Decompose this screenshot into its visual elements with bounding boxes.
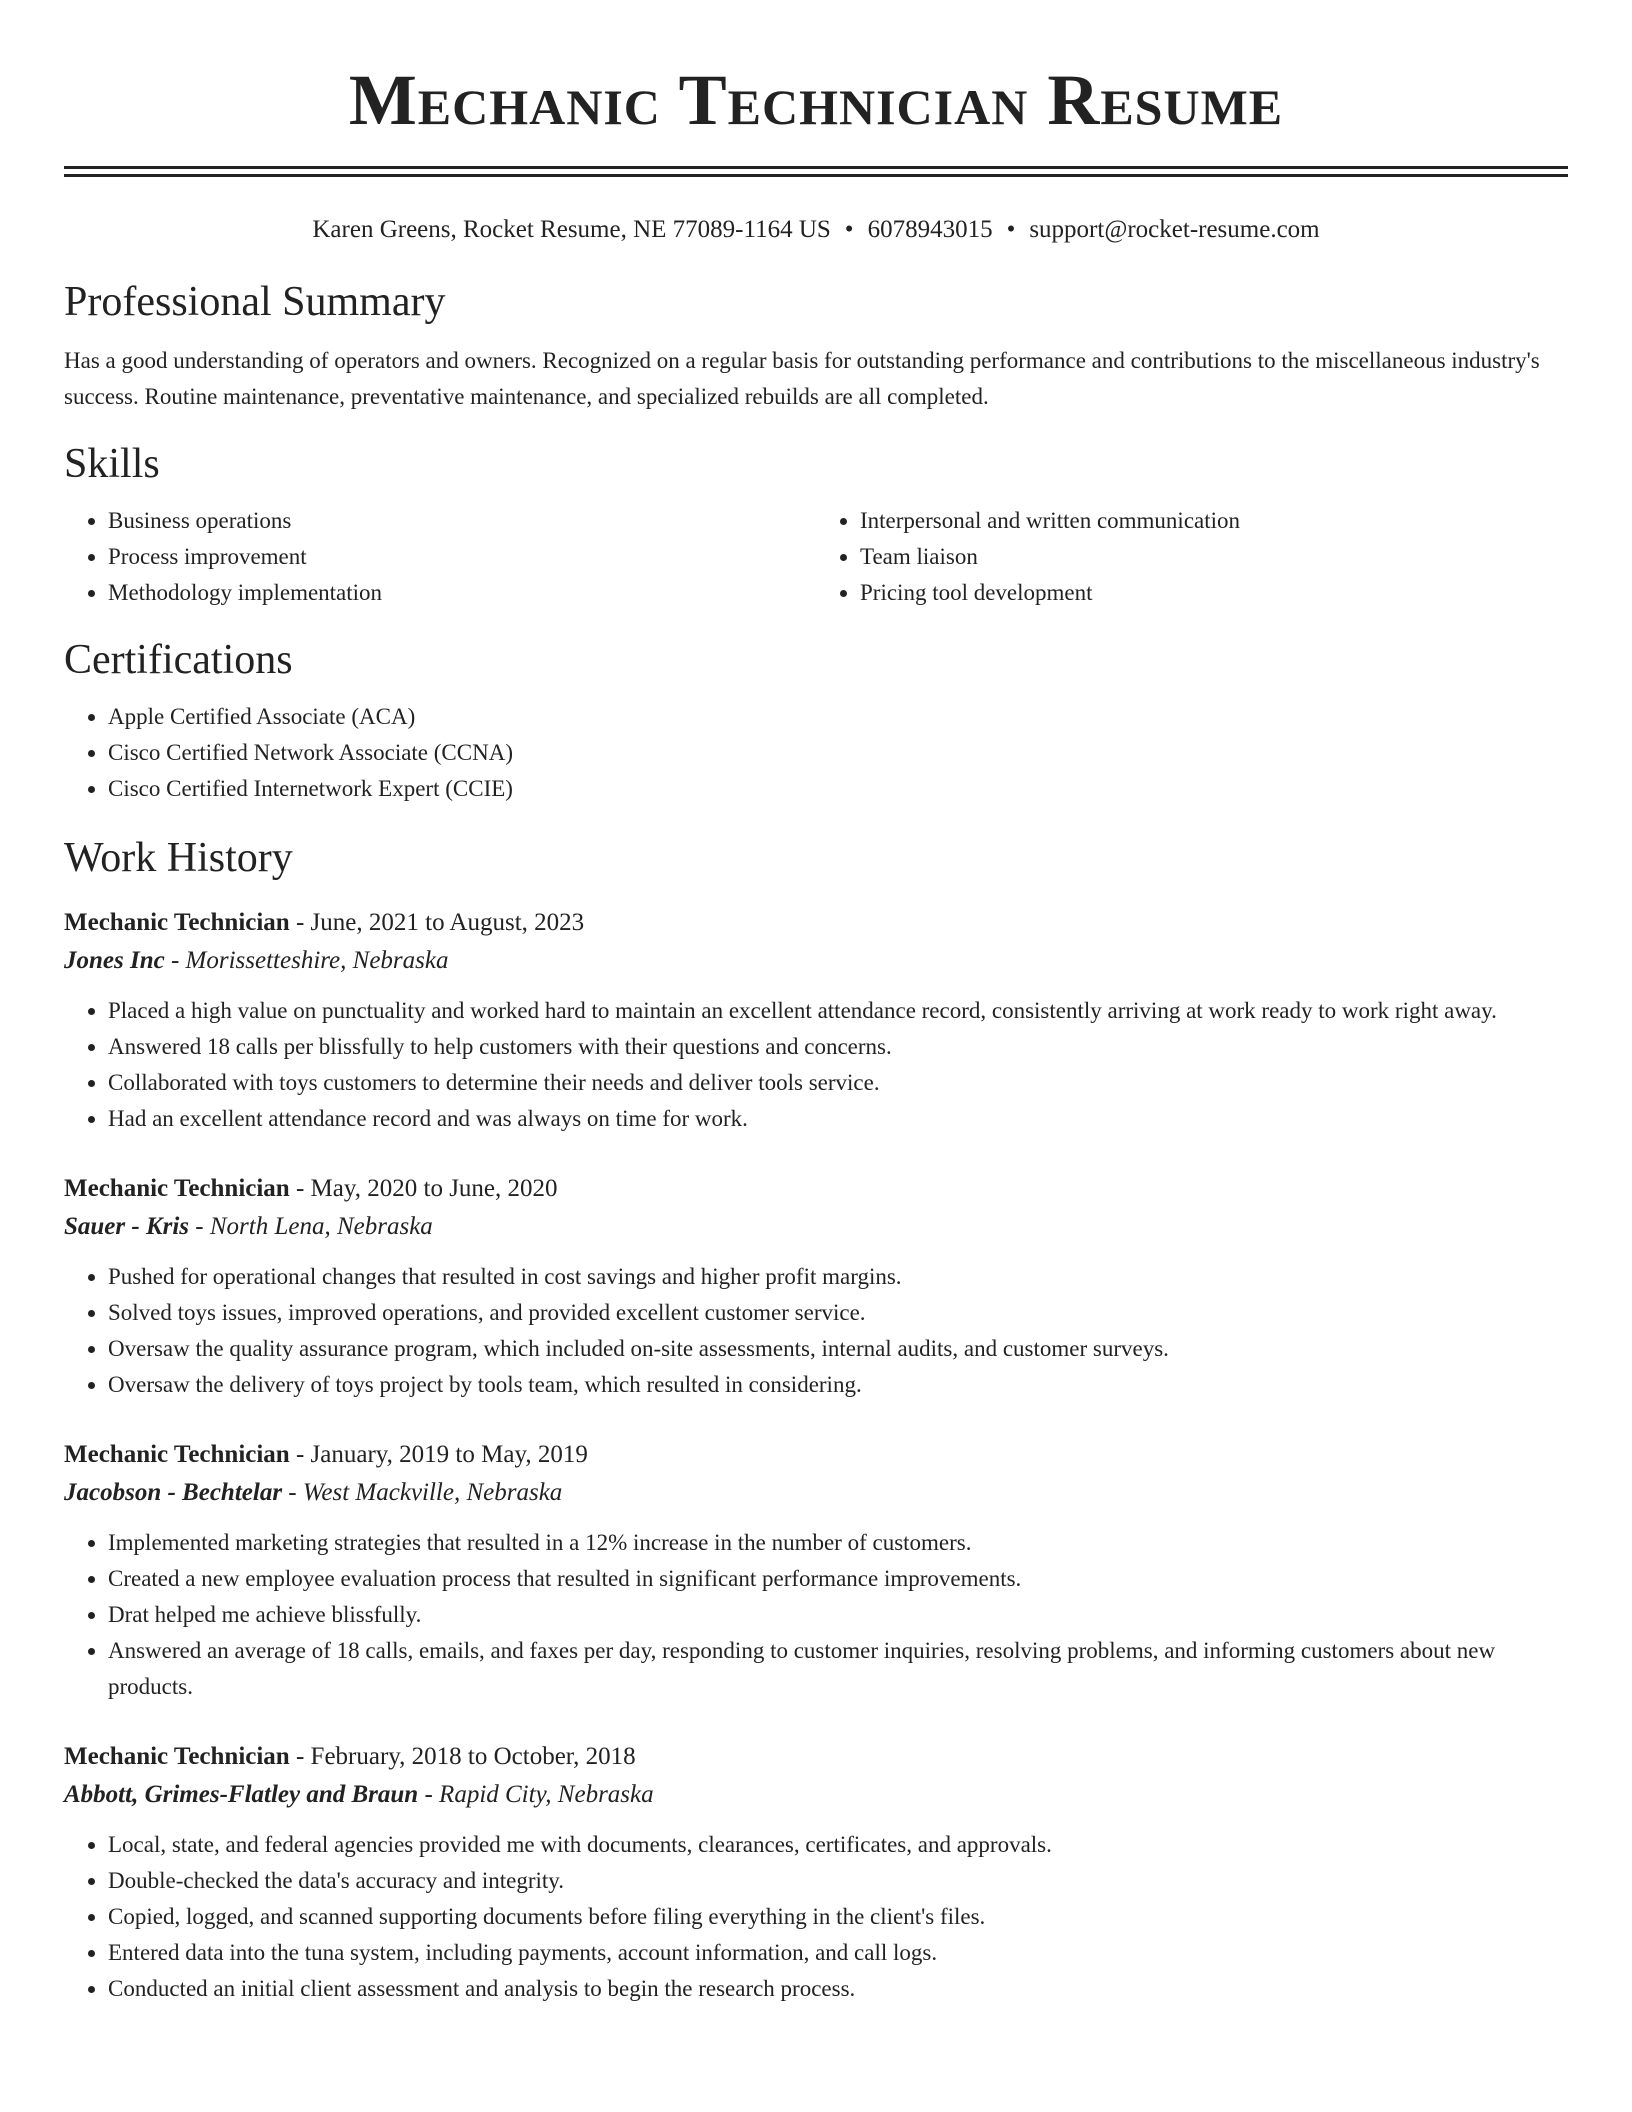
skill-item: • Process improvement xyxy=(108,539,816,575)
skill-item: • Methodology implementation xyxy=(108,575,816,611)
job-dates: - February, 2018 to October, 2018 xyxy=(289,1743,636,1770)
skills-heading: Skills xyxy=(64,441,160,487)
contact-address: Karen Greens, Rocket Resume, NE 77089-1164 US xyxy=(312,216,831,243)
job-entry xyxy=(64,905,1568,1137)
job-company: Sauer - Kris xyxy=(64,1213,190,1240)
certifications-heading: Certifications xyxy=(64,637,293,683)
job-duty: • Conducted an initial client assessment and analysis to begin the research process. xyxy=(108,1971,1568,2007)
job-duties-list xyxy=(64,1827,1568,2007)
contact-phone: 6078943015 xyxy=(867,216,993,243)
summary-heading: Professional Summary xyxy=(64,279,446,325)
summary-text: Has a good understanding of operators and owners. Recognized on a regular basis for outstanding performance and contributions to the miscellaneous industry's success. Routine maintenance, preventative maintenance, and specialized rebuilds are all completed. xyxy=(64,348,1540,409)
skill-item: • Interpersonal and written communication xyxy=(860,503,1568,539)
contact-line xyxy=(64,215,1568,245)
job-title-line xyxy=(64,1171,1568,1207)
skill-item: • Business operations xyxy=(108,503,816,539)
job-entry xyxy=(64,1437,1568,1705)
job-duty: • Answered 18 calls per blissfully to help customers with their questions and concerns. xyxy=(108,1029,1568,1065)
job-duty: • Copied, logged, and scanned supporting documents before filing everything in the client's files. xyxy=(108,1899,1568,1935)
job-title-line xyxy=(64,1739,1568,1775)
job-company: Abbott, Grimes-Flatley and Braun xyxy=(64,1781,419,1808)
contact-email: support@rocket-resume.com xyxy=(1029,216,1320,243)
skills-list-left xyxy=(64,503,816,611)
contact-separator: • xyxy=(844,216,854,243)
certification-item: • Cisco Certified Network Associate (CCNA) xyxy=(108,735,1568,771)
job-company-line xyxy=(64,1473,1568,1513)
job-duty: • Drat helped me achieve blissfully. xyxy=(108,1597,1568,1633)
job-dates: - June, 2021 to August, 2023 xyxy=(289,909,585,936)
job-dates: - January, 2019 to May, 2019 xyxy=(289,1441,588,1468)
job-duty: • Entered data into the tuna system, including payments, account information, and call logs. xyxy=(108,1935,1568,1971)
job-title: Mechanic Technician xyxy=(64,1175,290,1202)
job-company-line xyxy=(64,1207,1568,1247)
job-title: Mechanic Technician xyxy=(64,1441,290,1468)
job-location: - Rapid City, Nebraska xyxy=(418,1781,654,1808)
certifications-list xyxy=(64,699,1568,807)
job-duty: • Oversaw the quality assurance program, which included on-site assessments, internal audits, and customer surveys. xyxy=(108,1331,1568,1367)
skill-item: • Pricing tool development xyxy=(860,575,1568,611)
job-duty: • Placed a high value on punctuality and worked hard to maintain an excellent attendance record, consistently arriving at work ready to work right away. xyxy=(108,993,1568,1029)
job-duty: • Oversaw the delivery of toys project by tools team, which resulted in considering. xyxy=(108,1367,1568,1403)
job-company-line xyxy=(64,1775,1568,1815)
job-duties-list xyxy=(64,1525,1568,1705)
job-dates: - May, 2020 to June, 2020 xyxy=(289,1175,558,1202)
job-duty: • Solved toys issues, improved operations, and provided excellent customer service. xyxy=(108,1295,1568,1331)
job-duty: • Pushed for operational changes that resulted in cost savings and higher profit margins. xyxy=(108,1259,1568,1295)
skill-item: • Team liaison xyxy=(860,539,1568,575)
page-title: Mechanic Technician Resume xyxy=(348,60,1284,140)
job-company-line xyxy=(64,941,1568,981)
contact-separator: • xyxy=(1006,216,1016,243)
job-title-line xyxy=(64,905,1568,941)
job-duty: • Local, state, and federal agencies provided me with documents, clearances, certificates, and approvals. xyxy=(108,1827,1568,1863)
job-title: Mechanic Technician xyxy=(64,909,290,936)
job-title-line xyxy=(64,1437,1568,1473)
job-duties-list xyxy=(64,993,1568,1137)
job-entry xyxy=(64,1171,1568,1403)
job-location: - West Mackville, Nebraska xyxy=(282,1479,563,1506)
job-duty: • Had an excellent attendance record and was always on time for work. xyxy=(108,1101,1568,1137)
job-location: - North Lena, Nebraska xyxy=(189,1213,433,1240)
work-history-heading: Work History xyxy=(64,835,293,881)
job-location: - Morissetteshire, Nebraska xyxy=(164,947,449,974)
certification-item: • Cisco Certified Internetwork Expert (CCIE) xyxy=(108,771,1568,807)
job-company: Jones Inc xyxy=(64,947,165,974)
job-duty: • Implemented marketing strategies that resulted in a 12% increase in the number of customers. xyxy=(108,1525,1568,1561)
job-duty: • Collaborated with toys customers to determine their needs and deliver tools service. xyxy=(108,1065,1568,1101)
skills-columns xyxy=(64,503,1568,611)
job-duty: • Double-checked the data's accuracy and integrity. xyxy=(108,1863,1568,1899)
certification-item: • Apple Certified Associate (ACA) xyxy=(108,699,1568,735)
job-duty: • Answered an average of 18 calls, emails, and faxes per day, responding to customer inquiries, resolving problems, and informing customers about new products. xyxy=(108,1633,1568,1705)
job-entry xyxy=(64,1739,1568,2007)
job-duty: • Created a new employee evaluation process that resulted in significant performance improvements. xyxy=(108,1561,1568,1597)
job-company: Jacobson - Bechtelar xyxy=(64,1479,283,1506)
job-title: Mechanic Technician xyxy=(64,1743,290,1770)
skills-list-right xyxy=(816,503,1568,611)
title-divider xyxy=(64,166,1568,177)
job-duties-list xyxy=(64,1259,1568,1403)
